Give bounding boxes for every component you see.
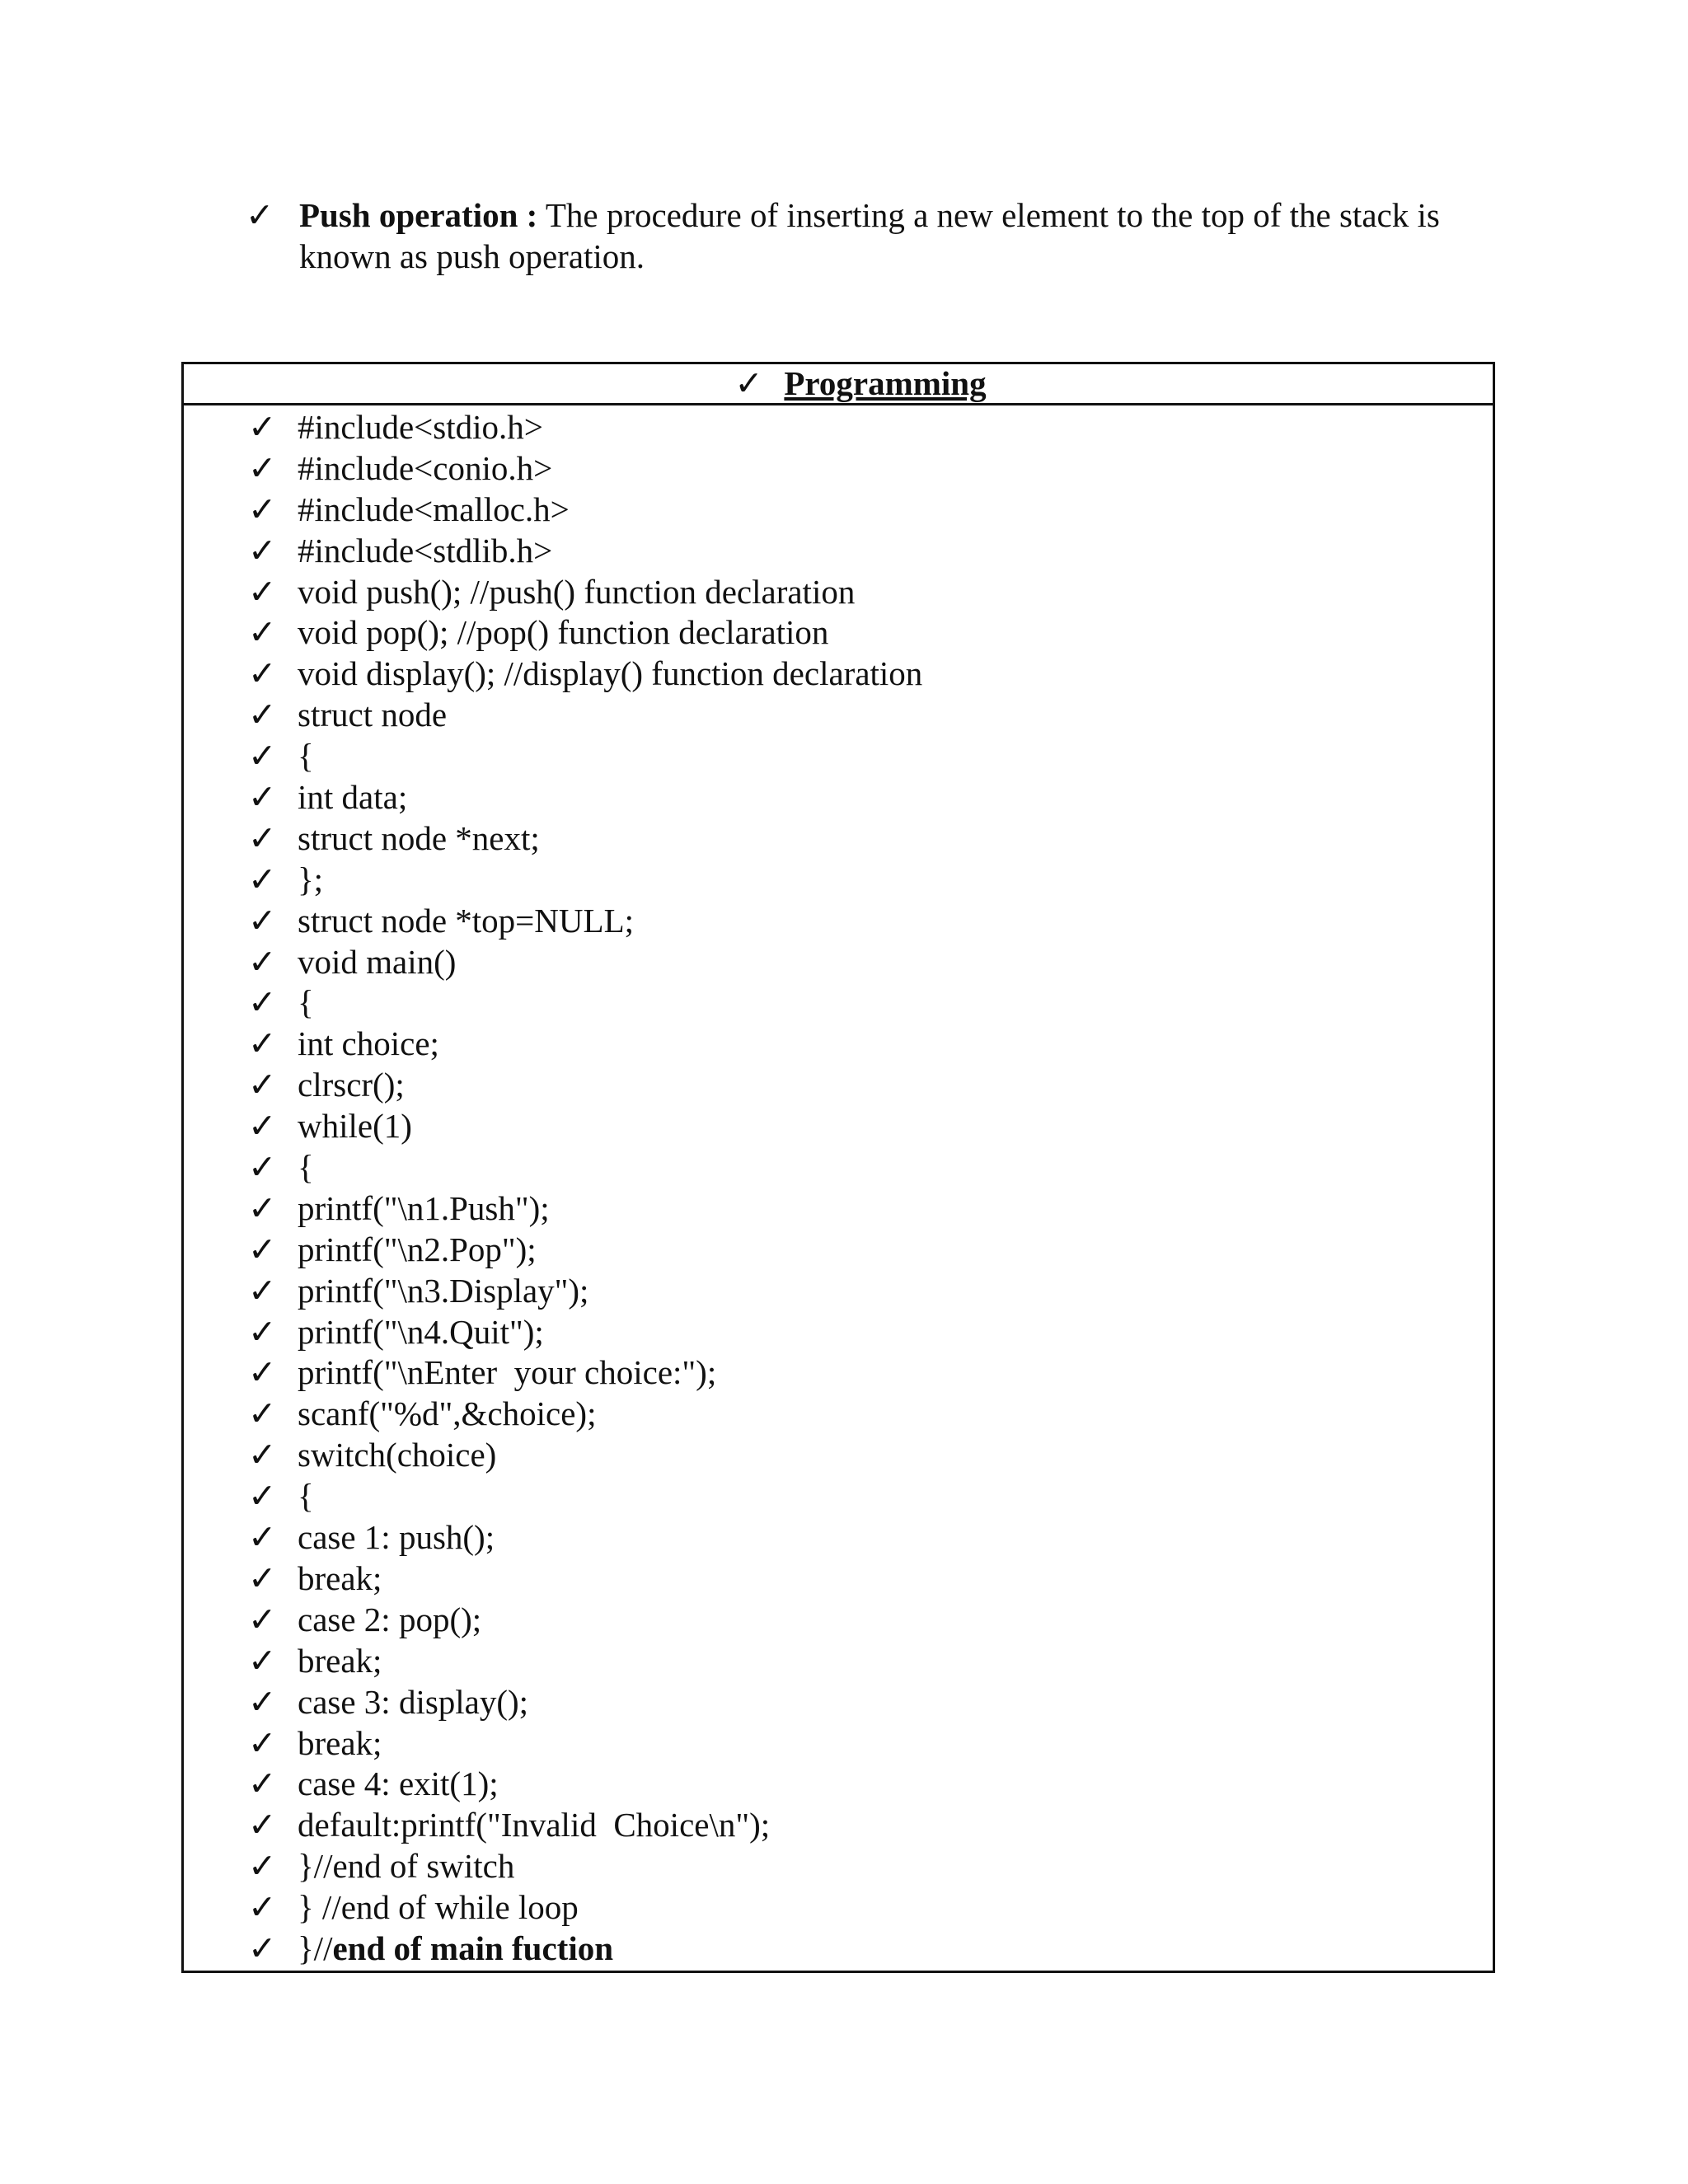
code-line [184, 1805, 1493, 1846]
code-line-text: break; [298, 1641, 382, 1680]
code-line-text: { [298, 983, 314, 1022]
checkmark-icon: ✓ [248, 1477, 277, 1516]
checkmark-icon: ✓ [248, 696, 277, 734]
code-line-text: case 4: exit(1); [298, 1765, 499, 1803]
code-line-text: struct node *next; [298, 818, 540, 857]
checkmark-icon: ✓ [248, 778, 277, 817]
code-line-text: { [298, 1477, 314, 1516]
code-line [184, 860, 1493, 901]
code-line-text: }; [298, 860, 324, 898]
code-line [184, 1394, 1493, 1435]
checkmark-icon: ✓ [248, 531, 277, 569]
code-line [184, 1271, 1493, 1312]
checkmark-icon: ✓ [246, 196, 274, 234]
code-line-text: int choice; [298, 1024, 439, 1063]
checkmark-icon: ✓ [248, 572, 277, 611]
code-line-text: printf("\n2.Pop"); [298, 1230, 537, 1268]
checkmark-icon: ✓ [248, 860, 277, 898]
checkmark-icon: ✓ [248, 1765, 277, 1803]
checkmark-icon: ✓ [248, 901, 277, 940]
code-line [184, 1476, 1493, 1517]
table-header [184, 364, 1493, 405]
code-line [184, 736, 1493, 777]
checkmark-icon: ✓ [248, 1148, 277, 1187]
code-line-text: struct node [298, 696, 448, 734]
checkmark-icon: ✓ [248, 1066, 277, 1104]
code-line-text: scanf("%d",&choice); [298, 1394, 597, 1433]
intro-description: The procedure of inserting a new element to the top of the stack is known as push operation. [299, 196, 1440, 275]
code-line [184, 1558, 1493, 1600]
checkmark-icon: ✓ [248, 408, 277, 446]
checkmark-icon: ✓ [248, 1682, 277, 1721]
code-line-text: void display(); //display() function declaration [298, 654, 923, 693]
code-line [184, 1641, 1493, 1682]
code-line [184, 1230, 1493, 1271]
code-line-text: printf("\nEnter your choice:"); [298, 1353, 717, 1392]
code-line [184, 818, 1493, 860]
checkmark-icon: ✓ [248, 1353, 277, 1392]
code-line [184, 654, 1493, 695]
code-line [184, 490, 1493, 531]
code-line [184, 531, 1493, 572]
code-line-text: switch(choice) [298, 1436, 497, 1474]
code-line [184, 1188, 1493, 1230]
code-line-text: { [298, 737, 314, 776]
checkmark-icon: ✓ [248, 942, 277, 981]
code-line [184, 1929, 1493, 1970]
checkmark-icon: ✓ [248, 737, 277, 776]
code-line [184, 1147, 1493, 1188]
checkmark-icon: ✓ [248, 1312, 277, 1351]
code-line [184, 1435, 1493, 1476]
intro-term: Push operation : [299, 196, 538, 234]
code-line-text: #include<conio.h> [298, 448, 553, 487]
code-line [184, 695, 1493, 736]
checkmark-icon: ✓ [734, 364, 763, 402]
checkmark-icon: ✓ [248, 1230, 277, 1268]
code-line-text: while(1) [298, 1107, 412, 1146]
code-line-text: #include<stdlib.h> [298, 531, 553, 569]
code-line-text: struct node *top=NULL; [298, 901, 634, 940]
checkmark-icon: ✓ [248, 1271, 277, 1310]
checkmark-icon: ✓ [248, 1558, 277, 1597]
checkmark-icon: ✓ [248, 1641, 277, 1680]
code-line-text: }//end of switch [298, 1847, 515, 1886]
checkmark-icon: ✓ [248, 1024, 277, 1063]
checkmark-icon: ✓ [248, 1107, 277, 1146]
checkmark-icon: ✓ [248, 448, 277, 487]
code-line-text: printf("\n3.Display"); [298, 1271, 589, 1310]
code-line [184, 1106, 1493, 1147]
code-line [184, 1887, 1493, 1929]
code-line [184, 1517, 1493, 1558]
code-line-text: int data; [298, 778, 408, 817]
checkmark-icon: ✓ [248, 818, 277, 857]
code-line [184, 1024, 1493, 1065]
code-line [184, 1600, 1493, 1641]
code-line-text: case 3: display(); [298, 1682, 529, 1721]
code-line [184, 572, 1493, 613]
table-heading: Programming [784, 364, 987, 402]
code-line-text: printf("\n4.Quit"); [298, 1312, 544, 1351]
code-line-text: #include<stdio.h> [298, 408, 543, 446]
checkmark-icon: ✓ [248, 654, 277, 693]
code-line-text: printf("\n1.Push"); [298, 1188, 550, 1227]
code-line [184, 1065, 1493, 1106]
code-line [184, 1764, 1493, 1805]
code-line-text: void main() [298, 942, 457, 981]
code-line-text: default:printf("Invalid Choice\n"); [298, 1806, 771, 1844]
code-list [184, 405, 1493, 1970]
checkmark-icon: ✓ [248, 490, 277, 528]
checkmark-icon: ✓ [248, 1394, 277, 1433]
code-line-text [298, 1929, 613, 1970]
intro-bullet [246, 194, 1531, 277]
checkmark-icon: ✓ [248, 1723, 277, 1762]
code-line-text: void pop(); //pop() function declaration [298, 613, 829, 652]
code-line [184, 448, 1493, 490]
code-line [184, 942, 1493, 983]
code-line [184, 1352, 1493, 1394]
code-line [184, 1682, 1493, 1723]
code-line [184, 1312, 1493, 1353]
checkmark-icon: ✓ [248, 1847, 277, 1886]
checkmark-icon: ✓ [248, 983, 277, 1022]
checkmark-icon: ✓ [248, 613, 277, 652]
code-line [184, 1846, 1493, 1887]
code-line [184, 1723, 1493, 1765]
code-line [184, 982, 1493, 1024]
code-line-text: break; [298, 1558, 382, 1597]
checkmark-icon: ✓ [248, 1188, 277, 1227]
code-line [184, 612, 1493, 654]
code-line [184, 777, 1493, 818]
checkmark-icon: ✓ [248, 1929, 277, 1967]
code-line [184, 407, 1493, 448]
code-table [181, 362, 1495, 1973]
checkmark-icon: ✓ [248, 1600, 277, 1638]
intro-paragraph [299, 194, 1531, 277]
code-line-text: case 2: pop(); [298, 1600, 482, 1638]
checkmark-icon: ✓ [248, 1806, 277, 1844]
code-line-text: { [298, 1148, 314, 1187]
code-line-prefix: }// [298, 1929, 333, 1967]
code-line-text: clrscr(); [298, 1066, 405, 1104]
code-line-text: void push(); //push() function declaration [298, 572, 856, 611]
code-line-bold-comment: end of main fuction [332, 1929, 614, 1967]
code-line-text: break; [298, 1723, 382, 1762]
checkmark-icon: ✓ [248, 1518, 277, 1557]
checkmark-icon: ✓ [248, 1888, 277, 1927]
code-line-text: case 1: push(); [298, 1518, 495, 1557]
code-line-text: #include<malloc.h> [298, 490, 570, 528]
checkmark-icon: ✓ [248, 1436, 277, 1474]
code-line-text: } //end of while loop [298, 1888, 579, 1927]
code-line [184, 901, 1493, 942]
